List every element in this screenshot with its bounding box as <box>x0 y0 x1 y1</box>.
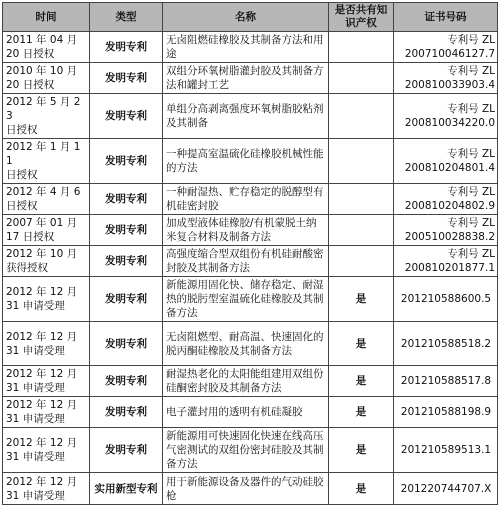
cell-time: 2012 年 12 月 31 申请受理 <box>3 397 90 428</box>
cell-shared-ip: 是 <box>329 366 394 397</box>
header-cert-no: 证书号码 <box>394 3 498 32</box>
header-time: 时间 <box>3 3 90 32</box>
cell-name: 单组分高剥离强度环氧树脂胶粘剂及其制备 <box>163 94 329 139</box>
cell-time: 2012 年 10 月 获得授权 <box>3 246 90 277</box>
cell-name: 无卤阻燃硅橡胶及其制备方法和用途 <box>163 32 329 63</box>
table-row <box>3 473 498 505</box>
cell-name: 无卤阻燃型、耐高温、快速固化的脱丙酮硅橡胶及其制备方法 <box>163 322 329 366</box>
cell-shared-ip <box>329 139 394 184</box>
cell-type: 发明专利 <box>90 32 163 63</box>
cell-type: 发明专利 <box>90 322 163 366</box>
cell-time: 2010 年 10 月 20 日授权 <box>3 63 90 94</box>
table-row <box>3 277 498 322</box>
cell-time: 2012 年 4 月 6 日授权 <box>3 184 90 215</box>
cell-time: 2012 年 12 月 31 申请受理 <box>3 366 90 397</box>
cell-shared-ip <box>329 94 394 139</box>
cell-shared-ip <box>329 63 394 94</box>
cell-type: 实用新型专利 <box>90 473 163 505</box>
cell-type: 发明专利 <box>90 246 163 277</box>
cell-shared-ip <box>329 32 394 63</box>
cell-cert-no: 专利号 ZL 200810204801.4 <box>394 139 498 184</box>
cell-time: 2012 年 12 月 31 申请受理 <box>3 428 90 473</box>
cell-cert-no: 专利号 ZL 200810201877.1 <box>394 246 498 277</box>
table-row <box>3 139 498 184</box>
cell-cert-no: 专利号 ZL 200810204802.9 <box>394 184 498 215</box>
table-header-row <box>3 3 498 32</box>
cell-name: 耐湿热老化的太阳能组建用双组份硅酮密封胶及其制备方法 <box>163 366 329 397</box>
cell-cert-no: 专利号 ZL 200710046127.7 <box>394 32 498 63</box>
cell-name: 双组分环氧树脂灌封胶及其制备方法和罐封工艺 <box>163 63 329 94</box>
cell-name: 加成型液体硅橡胶/有机蒙脱土纳米复合材料及制备方法 <box>163 215 329 246</box>
cell-shared-ip <box>329 246 394 277</box>
cell-name: 用于新能源设备及器件的气动硅胶枪 <box>163 473 329 505</box>
cell-shared-ip: 是 <box>329 277 394 322</box>
table-row <box>3 94 498 139</box>
cell-type: 发明专利 <box>90 215 163 246</box>
cell-type: 发明专利 <box>90 366 163 397</box>
cell-shared-ip <box>329 215 394 246</box>
cell-type: 发明专利 <box>90 139 163 184</box>
cell-shared-ip <box>329 184 394 215</box>
cell-cert-no: 201210588518.2 <box>394 322 498 366</box>
table-row <box>3 428 498 473</box>
table-row <box>3 366 498 397</box>
header-type: 类型 <box>90 3 163 32</box>
cell-name: 一种提高室温硫化硅橡胶机械性能的方法 <box>163 139 329 184</box>
table-row <box>3 397 498 428</box>
cell-time: 2011 年 04 月 20 日授权 <box>3 32 90 63</box>
table-row <box>3 32 498 63</box>
table-row <box>3 246 498 277</box>
cell-name: 新能源用固化快、储存稳定、耐湿热的脱肟型室温硫化硅橡胶及其制备方法 <box>163 277 329 322</box>
cell-name: 电子灌封用的透明有机硅凝胶 <box>163 397 329 428</box>
cell-shared-ip: 是 <box>329 322 394 366</box>
cell-shared-ip: 是 <box>329 397 394 428</box>
cell-type: 发明专利 <box>90 63 163 94</box>
header-name: 名称 <box>163 3 329 32</box>
table-row <box>3 215 498 246</box>
cell-time: 2012 年 12 月 31 申请受理 <box>3 473 90 505</box>
cell-cert-no: 201210588198.9 <box>394 397 498 428</box>
cell-type: 发明专利 <box>90 94 163 139</box>
cell-type: 发明专利 <box>90 277 163 322</box>
cell-time: 2012 年 1 月 11 日授权 <box>3 139 90 184</box>
cell-cert-no: 专利号 ZL 200810033903.4 <box>394 63 498 94</box>
cell-name: 新能源用可快速固化快速在线高压气密测试的双组份密封硅胶及其制备方法 <box>163 428 329 473</box>
cell-cert-no: 专利号 ZL 200810034220.0 <box>394 94 498 139</box>
cell-cert-no: 201220744707.X <box>394 473 498 505</box>
cell-time: 2012 年 12 月 31 申请受理 <box>3 322 90 366</box>
cell-time: 2012 年 5 月 23 日授权 <box>3 94 90 139</box>
cell-shared-ip: 是 <box>329 473 394 505</box>
patent-table <box>2 2 498 505</box>
cell-name: 一种耐湿热、贮存稳定的脱醇型有机硅密封胶 <box>163 184 329 215</box>
cell-time: 2007 年 01 月 17 日授权 <box>3 215 90 246</box>
cell-type: 发明专利 <box>90 428 163 473</box>
cell-type: 发明专利 <box>90 184 163 215</box>
cell-shared-ip: 是 <box>329 428 394 473</box>
header-shared-ip: 是否共有知识产权 <box>329 3 394 32</box>
cell-cert-no: 专利号 ZL 200510028838.2 <box>394 215 498 246</box>
cell-cert-no: 201210589513.1 <box>394 428 498 473</box>
cell-name: 高强度缩合型双组份有机硅耐酸密封胶及其制备方法 <box>163 246 329 277</box>
table-row <box>3 322 498 366</box>
cell-time: 2012 年 12 月 31 申请受理 <box>3 277 90 322</box>
table-row <box>3 184 498 215</box>
cell-type: 发明专利 <box>90 397 163 428</box>
table-row <box>3 63 498 94</box>
cell-cert-no: 201210588517.8 <box>394 366 498 397</box>
cell-cert-no: 201210588600.5 <box>394 277 498 322</box>
